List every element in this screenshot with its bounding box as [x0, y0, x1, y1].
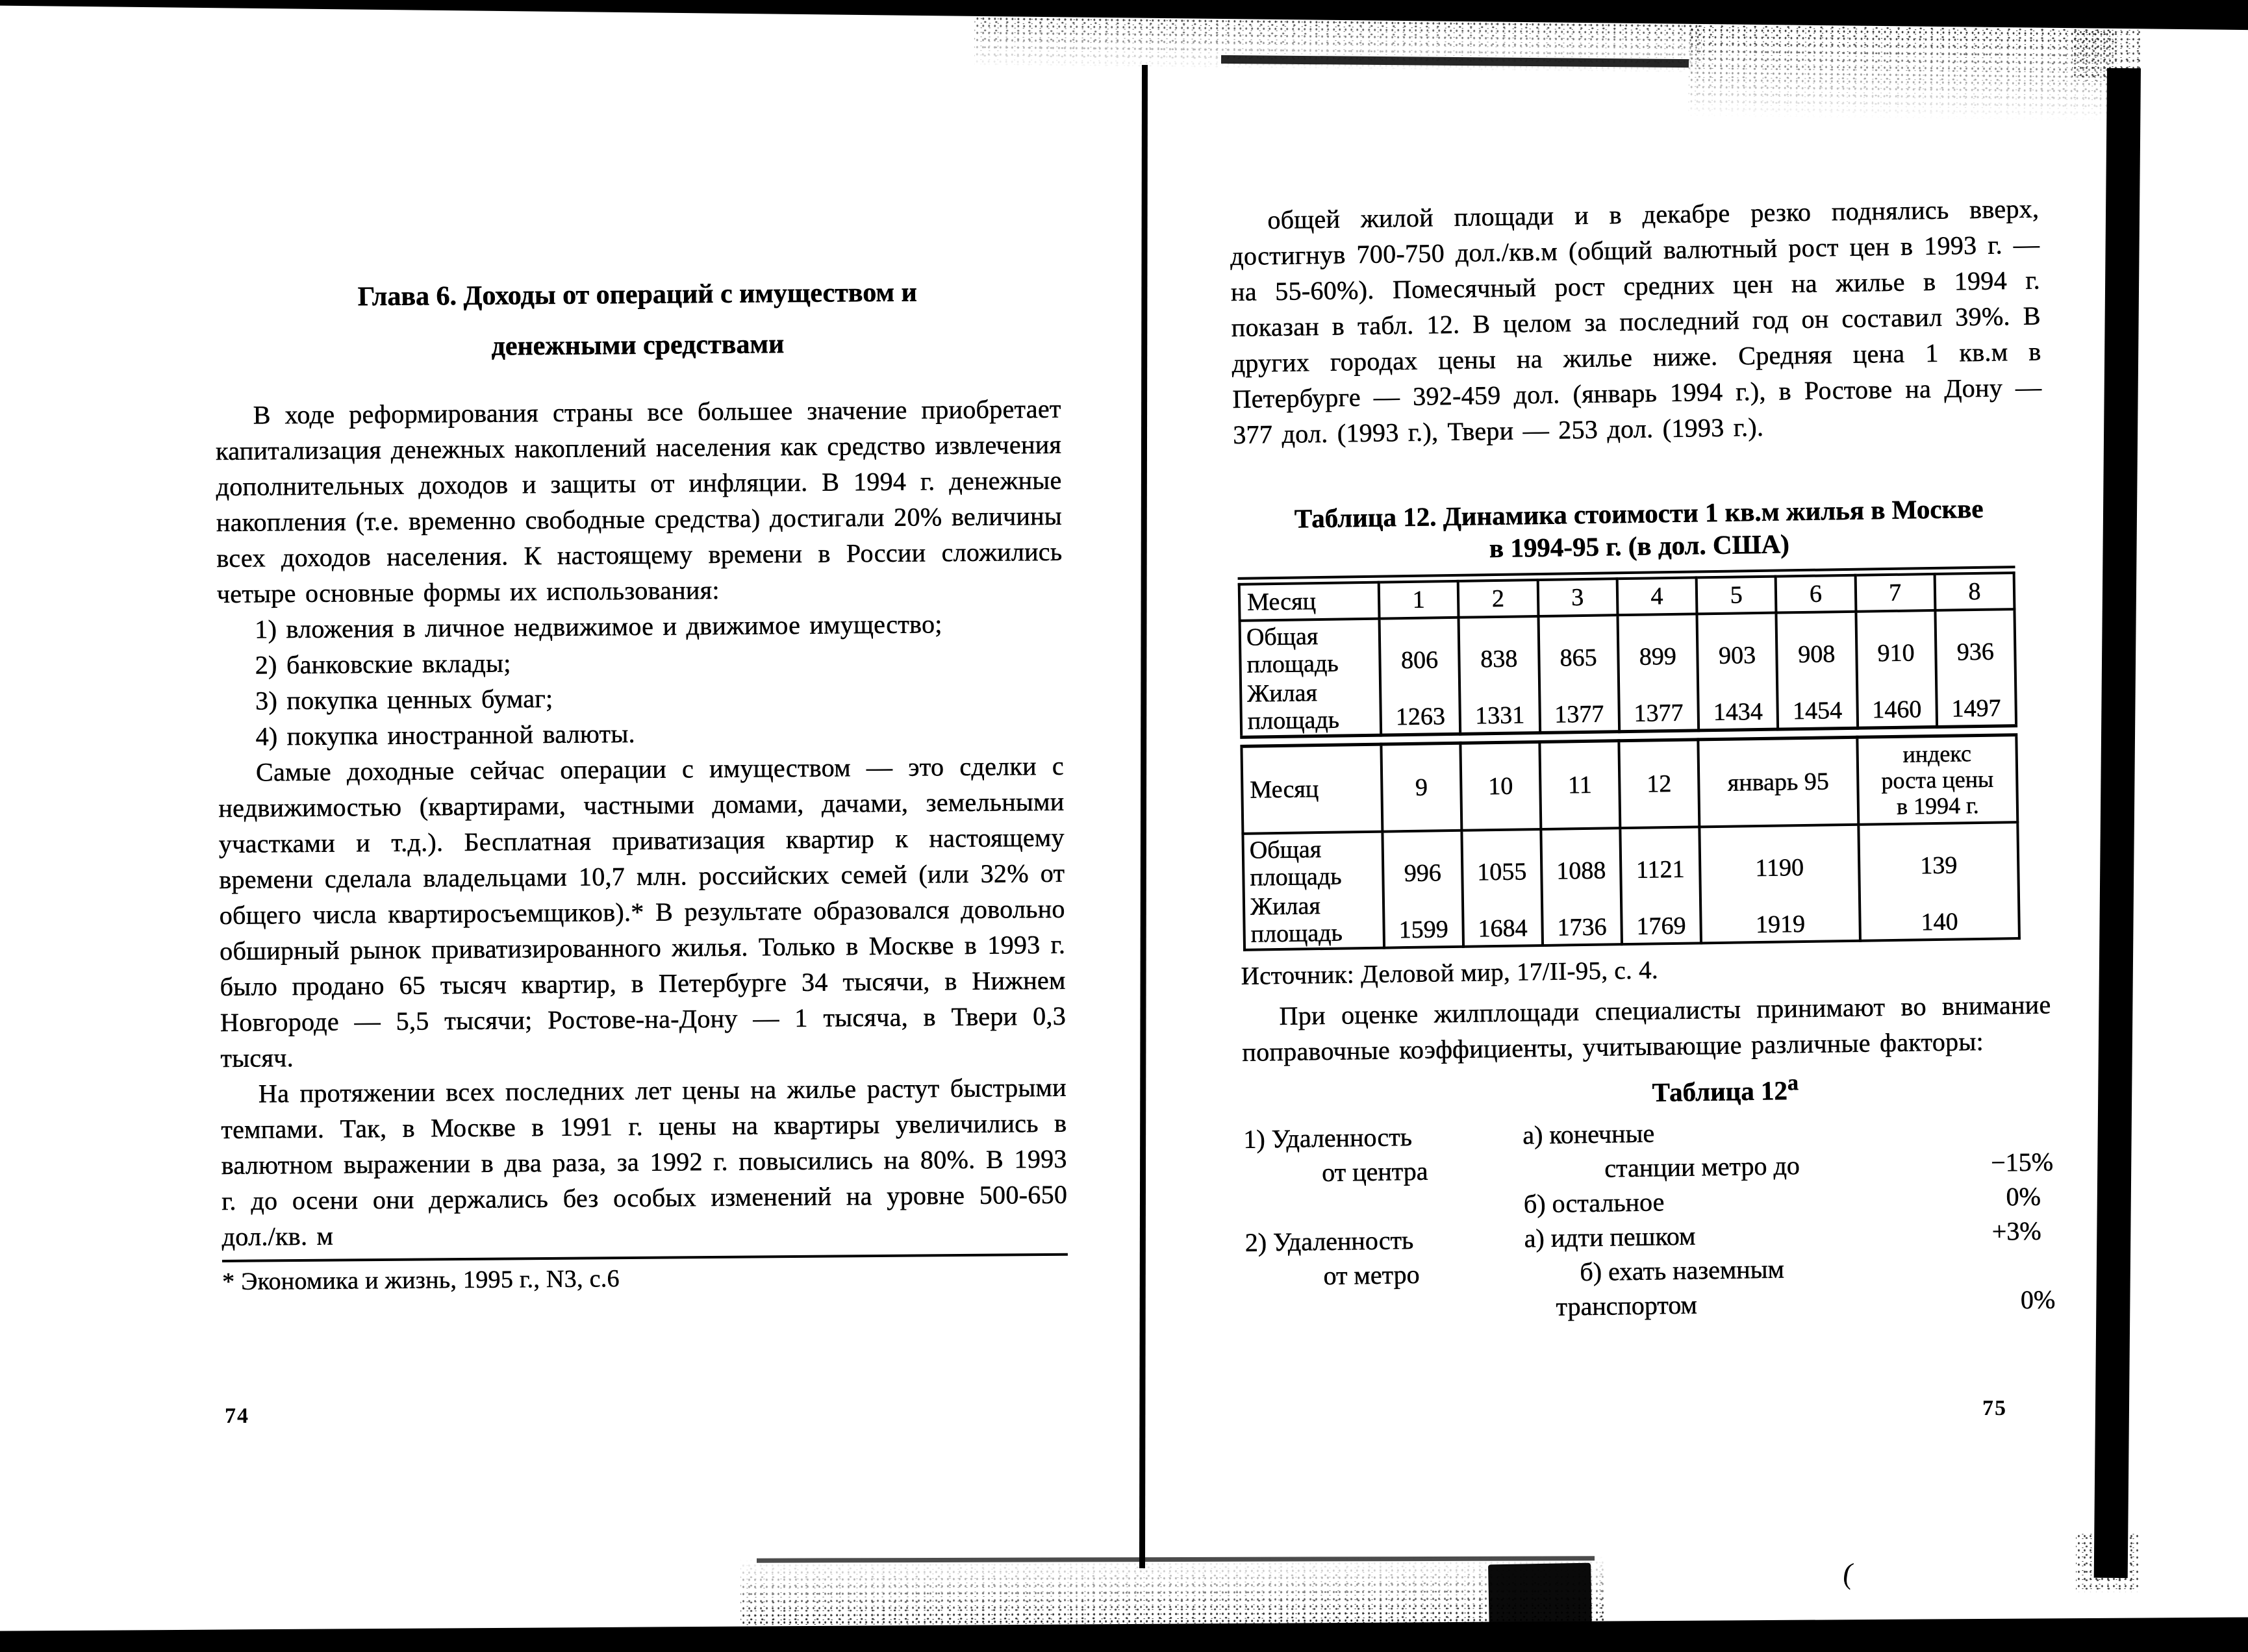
table-value: 910 — [1877, 638, 1915, 667]
scan-top-noise-right — [1688, 12, 2118, 127]
table-value: 1460 — [1872, 695, 1922, 724]
row-label: Общая — [1249, 836, 1322, 864]
page-right — [1230, 191, 2056, 1329]
table12a-caption-text: Таблица 12 — [1652, 1075, 1788, 1108]
right-page-body-bottom — [1241, 986, 2051, 1070]
header-cell: 2 — [1458, 580, 1538, 618]
header-cell: 1 — [1379, 581, 1459, 619]
value-cell — [1459, 616, 1540, 734]
value-cell — [1858, 822, 2019, 941]
paragraph: При оценке жилплощади специалисты принимают во внимание поправочные коэффициенты, учитывающие различные факторы: — [1242, 990, 2051, 1067]
table-value: 1190 — [1755, 853, 1804, 882]
left-page-body — [216, 391, 1068, 1255]
value-cell — [1620, 827, 1701, 944]
table-value: 1599 — [1398, 916, 1448, 944]
header-cell: 7 — [1855, 574, 1935, 612]
footnote: * Экономика и жизнь, 1995 г., N3, с.6 — [222, 1265, 620, 1295]
scan-stray-mark: ( — [1841, 1556, 1856, 1590]
table-value: 806 — [1400, 645, 1439, 674]
value-cell — [1697, 613, 1778, 731]
header-cell: 4 — [1617, 577, 1697, 615]
table-row — [1243, 822, 2019, 950]
table-value: 899 — [1639, 642, 1677, 671]
page-number-left: 74 — [225, 1404, 249, 1428]
value-cell — [1699, 825, 1860, 944]
header-cell: 10 — [1460, 742, 1541, 831]
row-label: площадь — [1247, 706, 1340, 735]
header-cell: 11 — [1539, 741, 1620, 829]
header-cell: январь 95 — [1698, 737, 1858, 827]
coeff-option: б) остальное — [1523, 1186, 1665, 1219]
scan-gutter-line — [1139, 65, 1148, 1568]
table-header-row — [1241, 735, 2017, 834]
row-label: Жилая — [1250, 892, 1321, 921]
coeff-value: −15% — [1990, 1147, 2054, 1177]
coeff-option: а) идти пешком — [1524, 1221, 1696, 1253]
header-cell-index — [1857, 735, 2017, 825]
coeff-value — [1965, 1247, 2055, 1283]
coeff-factor: от центра — [1321, 1156, 1428, 1187]
row-label: Жилая — [1246, 679, 1318, 708]
value-cell — [1461, 829, 1543, 947]
table-value: 1377 — [1634, 699, 1684, 727]
table-value: 139 — [1919, 851, 1958, 879]
value-cell — [1856, 610, 1937, 728]
table12-caption-line2: в 1994-95 г. (в дол. США) — [1489, 529, 1790, 564]
row-label: площадь — [1250, 919, 1343, 948]
value-cell — [1776, 612, 1858, 729]
coeff-option: станции метро до — [1604, 1150, 1800, 1183]
table-value: 936 — [1956, 638, 1995, 666]
coeff-option: а) конечные — [1522, 1118, 1655, 1150]
table12a-caption — [1243, 1067, 2052, 1114]
value-cell — [1538, 615, 1619, 732]
list-item: 2) банковские вклады; — [255, 648, 511, 680]
value-cell — [1382, 831, 1463, 948]
row-label: Общая — [1246, 623, 1319, 651]
table-value: 838 — [1480, 645, 1518, 673]
chapter-heading-line2: денежными средствами — [491, 329, 785, 362]
coeff-factor: от метро — [1323, 1259, 1420, 1290]
coeff-factor — [1246, 1290, 1516, 1328]
table-value: 1497 — [1951, 694, 2001, 723]
table12-source: Источник: Деловой мир, 17/II-95, с. 4. — [1241, 956, 1659, 990]
index-label-line: роста цены — [1881, 766, 1994, 794]
table-value: 1377 — [1554, 700, 1604, 729]
table-value: 1736 — [1557, 913, 1607, 942]
header-cell: 8 — [1934, 573, 2014, 610]
table12-caption — [1234, 491, 2044, 568]
table-value: 1121 — [1635, 855, 1685, 884]
value-cell — [1380, 618, 1461, 735]
page-number-right: 75 — [1982, 1396, 2007, 1420]
coeff-value: 0% — [2020, 1284, 2056, 1314]
paragraph: В ходе реформирования страны все большее значение приобретает капитализация денежных накоплений населения как средство извлечения дополнительных доходов и защиты от инфляции. В 1994 г. денежные накопления (т.е. временно свободные средства) достигали 20% величины всех доходов населения. К настоящему времени в России сложились четыре основные формы их использования: — [215, 394, 1063, 608]
paragraph: общей жилой площади и в декабре резко поднялись вверх, достигнув 700-750 дол./кв.м (общий валютный рост цен в 1993 г. — на 55-60%). Помесячный рост средних цен на жилье в 1994 г. показан в табл. 12. В целом за последний год он составил 39%. В других городах цены на жилье ниже. Средняя цена 1 кв.м в Петербурге — 392-459 дол. (январь 1994 г.), в Ростове на Дону — 377 дол. (1993 г.), Твери — 253 дол. (1993 г.). — [1230, 194, 2042, 449]
header-cell: 3 — [1537, 579, 1617, 616]
table-value: 908 — [1797, 640, 1836, 668]
table-value: 1331 — [1474, 701, 1525, 730]
coeff-factor: 2) Удаленность — [1244, 1225, 1414, 1257]
table-value: 1088 — [1556, 857, 1606, 885]
value-cell — [1541, 828, 1622, 945]
table12-part1 — [1238, 571, 2017, 739]
value-cell — [1617, 614, 1699, 731]
coefficients-list — [1243, 1110, 2056, 1328]
table12-part2 — [1240, 733, 2021, 951]
table-value: 903 — [1718, 641, 1756, 670]
index-label-line: индекс — [1902, 740, 1972, 768]
table-value: 1684 — [1478, 914, 1528, 943]
row-label-cell — [1243, 832, 1384, 950]
row-label: площадь — [1250, 862, 1342, 892]
table-value: 1263 — [1395, 703, 1446, 731]
table12-caption-line1: Таблица 12. Динамика стоимости 1 кв.м жилья в Москве — [1294, 493, 1984, 534]
scan-right-bar-bottom-noise — [2076, 1533, 2138, 1592]
header-cell: Месяц — [1241, 744, 1382, 834]
table-value: 865 — [1560, 644, 1597, 672]
paragraph: На протяжении всех последних лет цены на жилье растут быстрыми темпами. Так, в Москве в 1991 г. цены на квартиры увеличились в валютном выражении в два раза, за 1992 г. повысились на 80%. В 1993 г. до осени они держались без особых изменений на уровне 500-650 дол./кв. м — [221, 1072, 1068, 1251]
table-row — [1240, 609, 2017, 737]
chapter-heading — [214, 266, 1061, 374]
table-value: 1434 — [1713, 697, 1763, 727]
coeff-value: 0% — [2006, 1181, 2041, 1212]
coeff-value — [1942, 1110, 2040, 1145]
list-item: 4) покупка иностранной валюты. — [255, 718, 636, 751]
coeff-factor: 1) Удаленность — [1243, 1121, 1413, 1154]
chapter-heading-line1: Глава 6. Доходы от операций с имуществом и — [357, 277, 917, 312]
scan-top-noise-center — [974, 8, 1702, 78]
header-cell: 6 — [1776, 575, 1856, 613]
coeff-value: +3% — [1991, 1216, 2041, 1246]
list-item: 3) покупка ценных бумаг; — [255, 683, 553, 716]
header-cell: 12 — [1619, 740, 1699, 828]
value-cell — [1935, 609, 2016, 727]
table-value: 140 — [1921, 908, 1958, 936]
header-cell: 9 — [1381, 743, 1461, 831]
table-value: 1769 — [1636, 912, 1686, 940]
paragraph: Самые доходные сейчас операции с имуществом — это сделки с недвижимостью (квартирами, частными домами, дачами, земельными участками и т.д.). Бесплатная приватизация квартир к настоящему времени сделала владельцами 10,7 млн. российских семей (или 32% от общего числа квартиросъемщиков).* В результате образовался довольно обширный рынок приватизированного жилья. Только в Москве в 1993 г. было продано 65 тысяч квартир, в Петербурге 34 тысячи, в Нижнем Новгороде — 5,5 тысячи; Ростове-на-Дону — 1 тысяча, в Твери 0,3 тысяч. — [218, 751, 1067, 1073]
page-left — [214, 266, 1068, 1296]
scan-right-edge-bar — [2094, 68, 2141, 1578]
coeff-factor — [1244, 1186, 1524, 1225]
table-value: 1454 — [1792, 697, 1843, 725]
header-cell: Месяц — [1239, 582, 1380, 621]
right-page-body-top — [1230, 191, 2043, 453]
table-value: 1919 — [1755, 910, 1806, 939]
table-value: 1055 — [1477, 857, 1527, 886]
table-value: 996 — [1404, 858, 1442, 887]
coeff-option: транспортом — [1556, 1290, 1698, 1321]
table12-part1-wrap — [1238, 566, 2018, 739]
footnote-rule — [222, 1253, 1068, 1262]
coeff-option: б) ехать наземным — [1580, 1254, 1785, 1286]
list-item: 1) вложения в личное недвижимое и движимое имущество; — [255, 609, 942, 644]
row-label: площадь — [1246, 649, 1339, 679]
table12a-caption-sup: а — [1787, 1071, 1799, 1095]
table12-part2-wrap — [1240, 733, 2021, 951]
row-label-cell — [1240, 619, 1382, 738]
index-label-line: в 1994 г. — [1896, 792, 1980, 820]
header-cell: 5 — [1697, 577, 1776, 614]
